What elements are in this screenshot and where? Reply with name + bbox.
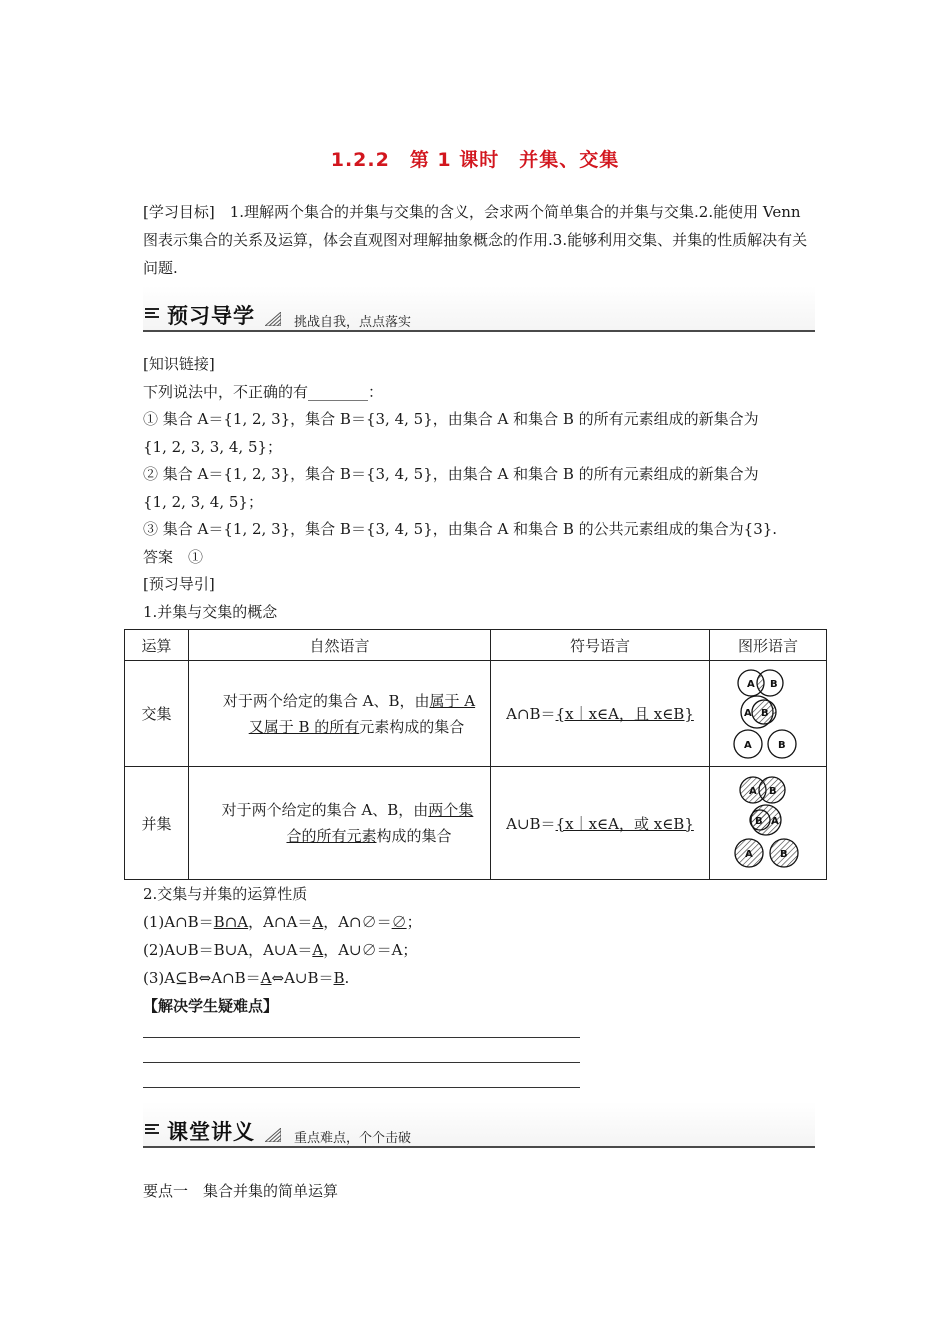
symbol-underlined: {x｜x∈A，或 x∈B} bbox=[555, 814, 694, 833]
venn-cell-intersection bbox=[710, 661, 827, 767]
table-header-cell: 图形语言 bbox=[710, 630, 827, 661]
nat-underlined: 两个集 bbox=[428, 801, 474, 819]
svg-text:A: A bbox=[745, 849, 753, 860]
statement-line: {1, 2, 3, 3, 4, 5}； bbox=[143, 437, 283, 456]
section-banner-preview bbox=[143, 286, 815, 334]
venn-union-icon bbox=[710, 773, 826, 873]
table-header-cell: 符号语言 bbox=[491, 630, 710, 661]
operation-cell: 并集 bbox=[125, 767, 189, 880]
operation-cell: 交集 bbox=[125, 661, 189, 767]
statement-line: ② 集合 A＝{1, 2, 3}，集合 B＝{3, 4, 5}，由集合 A 和集合 B 的所有元素组成的新集合为 bbox=[143, 465, 759, 483]
property-line-1: (1)A∩B＝B∩A，A∩A＝A，A∩∅＝∅； bbox=[143, 913, 422, 931]
section-heading: [知识链接] bbox=[143, 355, 215, 373]
statement-line: {1, 2, 3, 4, 5}； bbox=[143, 492, 263, 511]
property-line-3: (3)A⊆B⇔A∩B＝A⇔A∪B＝B. bbox=[143, 969, 350, 987]
properties-heading: 2.交集与并集的运算性质 bbox=[143, 885, 308, 903]
section-heading: [预习导引] bbox=[143, 575, 215, 593]
table-row-union bbox=[125, 767, 827, 880]
page-title: 1.2.2 第 1 课时 并集、交集 bbox=[330, 149, 620, 171]
question-text: 下列说法中，不正确的有________： bbox=[143, 382, 384, 401]
svg-text:B: B bbox=[780, 849, 788, 860]
svg-text:B: B bbox=[761, 707, 769, 719]
svg-text:A: A bbox=[744, 707, 752, 719]
svg-text:A: A bbox=[749, 786, 757, 797]
svg-text:A: A bbox=[744, 739, 752, 751]
banner-rule bbox=[143, 1146, 815, 1148]
venn-diagram-union bbox=[710, 773, 826, 873]
nat-underlined: 又属于 B 的所有 bbox=[248, 717, 360, 736]
answer-text: 答案 ① bbox=[143, 547, 204, 566]
stripes-icon bbox=[145, 308, 159, 322]
nat-text: 对于两个给定的集合 A、B，由 bbox=[222, 691, 430, 710]
property-line-2: (2)A∪B＝B∪A，A∪A＝A，A∪∅＝A； bbox=[143, 941, 418, 959]
concept-table bbox=[124, 629, 827, 880]
stripes-icon bbox=[145, 1124, 159, 1138]
svg-text:B: B bbox=[755, 816, 763, 827]
venn-diagram-intersection bbox=[710, 664, 826, 764]
triangle-hatch-icon bbox=[265, 1128, 281, 1142]
table-header-row bbox=[125, 630, 827, 661]
svg-text:B: B bbox=[770, 678, 778, 690]
statement-line: ① 集合 A＝{1, 2, 3}，集合 B＝{3, 4, 5}，由集合 A 和集合 B 的所有元素组成的新集合为 bbox=[143, 410, 759, 428]
svg-text:B: B bbox=[778, 739, 786, 751]
banner-label: 预习导学 bbox=[167, 304, 255, 328]
table-header-cell: 运算 bbox=[125, 630, 189, 661]
knowledge-link-section bbox=[143, 351, 823, 626]
venn-intersection-icon bbox=[710, 664, 826, 764]
venn-cell-union bbox=[710, 767, 827, 880]
table-row-intersection bbox=[125, 661, 827, 767]
table-header-cell: 自然语言 bbox=[189, 630, 491, 661]
keypoint-section bbox=[143, 1178, 823, 1206]
banner-subtitle: 挑战自我，点点落实 bbox=[294, 315, 412, 330]
svg-text:A: A bbox=[771, 816, 779, 827]
symbol-cell bbox=[491, 661, 710, 767]
keypoint-heading: 要点一 集合并集的简单运算 bbox=[143, 1182, 339, 1200]
write-line bbox=[143, 1062, 580, 1063]
nat-text: 构成的集合 bbox=[376, 827, 452, 845]
nat-text: 元素构成的集合 bbox=[359, 717, 465, 736]
natural-language-cell bbox=[189, 767, 491, 880]
learning-objectives: [学习目标] 1.理解两个集合的并集与交集的含义，会求两个简单集合的并集与交集.2.能使用 Venn 图表示集合的关系及运算，体会直观图对理解抽象概念的作用.3.能够利用交集、并集的性质解决有关问题. bbox=[143, 203, 808, 277]
banner-label: 课堂讲义 bbox=[167, 1120, 255, 1144]
triangle-hatch-icon bbox=[265, 312, 281, 326]
section-banner-lecture bbox=[143, 1102, 815, 1150]
operation-properties bbox=[143, 880, 422, 1020]
svg-text:B: B bbox=[769, 786, 777, 797]
nat-text: 对于两个给定的集合 A、B，由 bbox=[221, 801, 429, 819]
nat-underlined: 合的所有元素 bbox=[286, 827, 377, 845]
write-line bbox=[143, 1087, 580, 1088]
write-line bbox=[143, 1037, 580, 1038]
concept-title: 1.并集与交集的概念 bbox=[143, 602, 278, 621]
symbol-cell bbox=[491, 767, 710, 880]
nat-underlined: 属于 A bbox=[429, 691, 476, 710]
svg-text:A: A bbox=[747, 678, 755, 690]
banner-rule bbox=[143, 330, 815, 332]
difficulty-heading: 【解决学生疑难点】 bbox=[143, 997, 279, 1015]
symbol-underlined: {x｜x∈A，且 x∈B} bbox=[555, 705, 694, 723]
natural-language-cell bbox=[189, 661, 491, 767]
symbol-text: A∪B＝ bbox=[506, 814, 556, 833]
statement-line: ③ 集合 A＝{1, 2, 3}，集合 B＝{3, 4, 5}，由集合 A 和集合 B 的公共元素组成的集合为{3}. bbox=[143, 520, 778, 538]
banner-subtitle: 重点难点，个个击破 bbox=[294, 1131, 412, 1146]
symbol-text: A∩B＝ bbox=[506, 705, 556, 723]
